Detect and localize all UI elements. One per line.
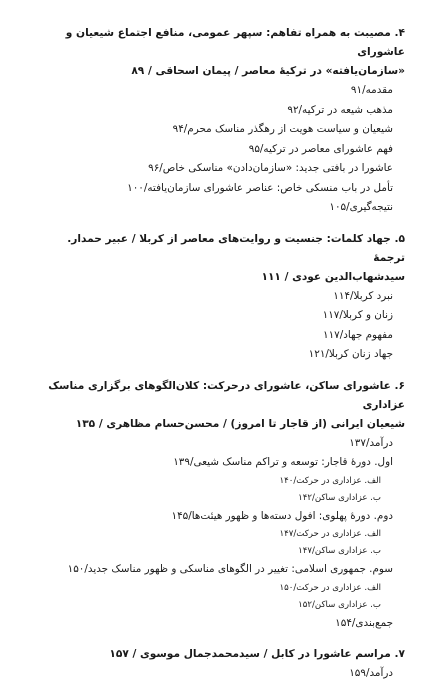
toc-entry: مقدمه/۹۱ [350,84,393,96]
toc-entry: تأمل در باب منسکی خاص: عناصر عاشورای سازمان‌یافته/۱۰۰ [127,181,393,194]
chapter-title-line: ۵. جهاد کلمات: جنسیت و روایت‌های معاصر از کربلا / عبیر حمدار. ترجمهٔ [67,232,405,264]
toc-entry: اول. دورهٔ قاجار: توسعه و تراکم مناسک شیعی/۱۳۹ [173,456,393,468]
chapter-4 [40,24,405,218]
chapter-title-line: «سازمان‌یافته» در ترکیهٔ معاصر / پیمان اسحاقی / ۸۹ [131,65,405,77]
chapter-6 [40,377,405,634]
chapter-5 [40,230,405,365]
chapter-title-line: ۷. مراسم عاشورا در کابل / سیدمحمدجمال موسوی / ۱۵۷ [109,648,405,660]
toc-entry: نتیجه‌گیری/۱۰۵ [329,201,393,213]
chapter-title [40,377,405,434]
chapter-title-line: ۶. عاشورای ساکن، عاشورای درحرکت: کلان‌الگوهای برگزاری مناسک عزاداری [48,379,405,411]
toc-entry: درآمد/۱۵۹ [349,667,393,679]
toc-entry: فهم عاشورای معاصر در ترکیه/۹۵ [248,142,393,155]
toc-subentry: الف. عزاداری در حرکت/۱۴۰ [279,475,381,486]
toc-subentry: الف. عزاداری در حرکت/۱۴۷ [279,529,381,539]
toc-entry: سوم. جمهوری اسلامی: تغییر در الگوهای مناسکی و ظهور مناسک جدید/۱۵۰ [67,563,393,575]
toc-entry: شیعیان و سیاست هویت از رهگذر مناسک محرم/۹۴ [172,123,393,135]
chapter-title [40,645,405,664]
toc-subentry: ب. عزاداری ساکن/۱۴۲ [298,492,381,503]
chapter-title-line: سیدشهاب‌الدین عودی / ۱۱۱ [261,270,405,283]
toc-entry: جمع‌بندی/۱۵۴ [335,616,393,629]
chapter-7 [40,645,405,684]
toc-entry: زنان و کربلا/۱۱۷ [322,309,393,321]
chapter-title-line: شیعیان ایرانی (از قاجار تا امروز) / محسن‌حسام مظاهری / ۱۳۵ [75,417,405,430]
toc-entry: جهاد زنان کربلا/۱۲۱ [308,348,393,360]
toc-entry: دوم. دورهٔ پهلوی: افول دسته‌ها و ظهور هیئت‌ها/۱۴۵ [171,509,393,522]
toc-subentry: ب. عزاداری ساکن/۱۵۲ [298,599,381,610]
chapter-title-line: ۴. مصیبت به همراه تفاهم: سپهر عمومی، منافع اجتماع شیعیان و عاشورای [65,27,405,58]
toc-entry: درآمد/۱۳۷ [349,436,393,449]
chapter-title [40,230,405,287]
chapter-title [40,24,405,81]
toc-entry: عاشورا در بافتی جدید: «سازمان‌دادن» مناسکی خاص/۹۶ [148,162,393,174]
toc-subentry: ب. عزاداری ساکن/۱۴۷ [298,546,381,556]
toc-entry: مفهوم جهاد/۱۱۷ [323,328,393,341]
toc-subentry: الف. عزاداری در حرکت/۱۵۰ [279,582,381,593]
toc-entry: نبرد کربلا/۱۱۴ [333,289,393,302]
toc-entry: مذهب شیعه در ترکیه/۹۲ [287,103,393,116]
